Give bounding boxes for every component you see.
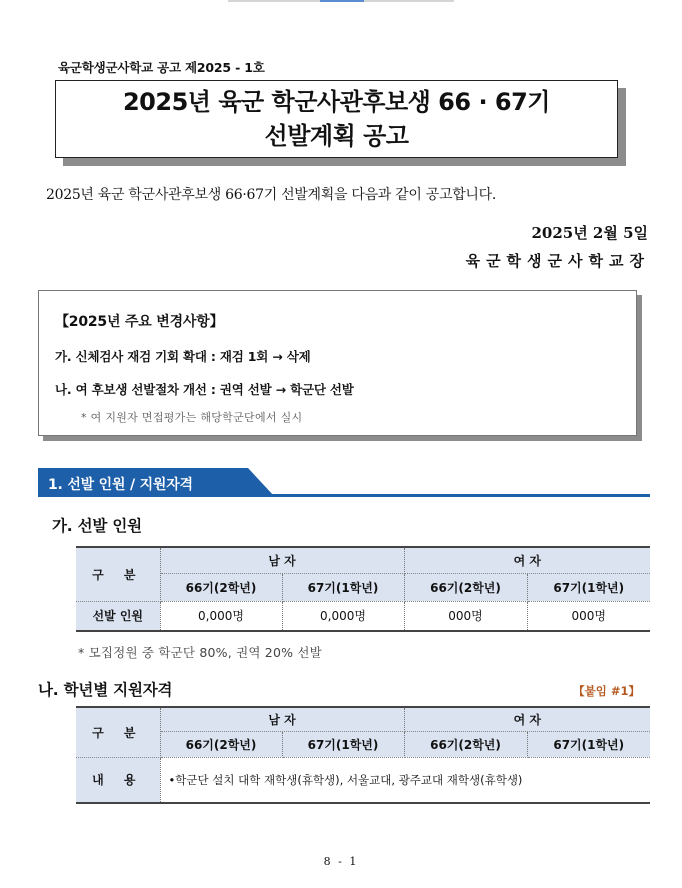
selection-row-label: 선발 인원	[76, 601, 160, 631]
title-box	[55, 80, 618, 158]
qualification-header-male-67: 67기(1학년)	[282, 731, 404, 757]
qualification-header-female-66: 66기(2학년)	[404, 731, 527, 757]
selection-header-category: 구 분	[76, 547, 160, 601]
qualification-header-female: 여 자	[404, 707, 650, 731]
attachment-ref: 【붙임 #1】	[573, 684, 640, 698]
notice-number: 육군학생군사학교 공고 제2025 - 1호	[58, 60, 265, 75]
qualification-row-label: 내 용	[76, 757, 160, 803]
selection-header-female-67: 67기(1학년)	[527, 573, 650, 601]
qualification-header-category: 구 분	[76, 707, 160, 757]
selection-header-male-66: 66기(2학년)	[160, 573, 282, 601]
selection-value-male-66: 0,000명	[160, 601, 282, 631]
change-item-a: 가. 신체검사 재검 기회 확대 : 재검 1회 → 삭제	[55, 349, 311, 364]
qualification-content: •학군단 설치 대학 재학생(휴학생), 서울교대, 광주교대 재학생(휴학생)	[160, 757, 650, 803]
qualification-header-female-67: 67기(1학년)	[527, 731, 650, 757]
notice-date: 2025년 2월 5일	[531, 224, 648, 242]
intro-text: 2025년 육군 학군사관후보생 66·67기 선발계획을 다음과 같이 공고합니다.	[46, 187, 497, 203]
changes-note: * 여 지원자 면접평가는 해당학군단에서 실시	[81, 411, 303, 424]
selection-note: * 모집정원 중 학군단 80%, 권역 20% 선발	[78, 645, 322, 660]
selection-subtitle: 가. 선발 인원	[52, 517, 142, 535]
changes-heading: 【2025년 주요 변경사항】	[55, 314, 224, 330]
selection-header-male: 남 자	[160, 547, 404, 573]
changes-box	[38, 290, 637, 436]
page-number: 8 - 1	[323, 855, 359, 868]
selection-value-female-67: 000명	[527, 601, 650, 631]
qualification-table	[76, 706, 650, 804]
selection-header-male-67: 67기(1학년)	[282, 573, 404, 601]
selection-header-female: 여 자	[404, 547, 650, 573]
section-1-title: 1. 선발 인원 / 지원자격	[48, 477, 193, 493]
top-scroll-marker	[228, 0, 454, 2]
title-line-1: 2025년 육군 학군사관후보생 66 · 67기	[122, 88, 550, 116]
qualification-header-male: 남 자	[160, 707, 404, 731]
change-item-b: 나. 여 후보생 선발절차 개선 : 권역 선발 → 학군단 선발	[55, 382, 354, 397]
title-line-2: 선발계획 공고	[264, 122, 409, 150]
selection-table	[76, 546, 650, 632]
issuer: 육군학생군사학교장	[465, 252, 650, 270]
selection-value-male-67: 0,000명	[282, 601, 404, 631]
top-scroll-marker-thumb	[320, 0, 364, 2]
selection-value-female-66: 000명	[404, 601, 527, 631]
qualification-subtitle: 나. 학년별 지원자격	[38, 681, 173, 699]
selection-header-female-66: 66기(2학년)	[404, 573, 527, 601]
section-1-rule	[38, 494, 650, 497]
qualification-header-male-66: 66기(2학년)	[160, 731, 282, 757]
